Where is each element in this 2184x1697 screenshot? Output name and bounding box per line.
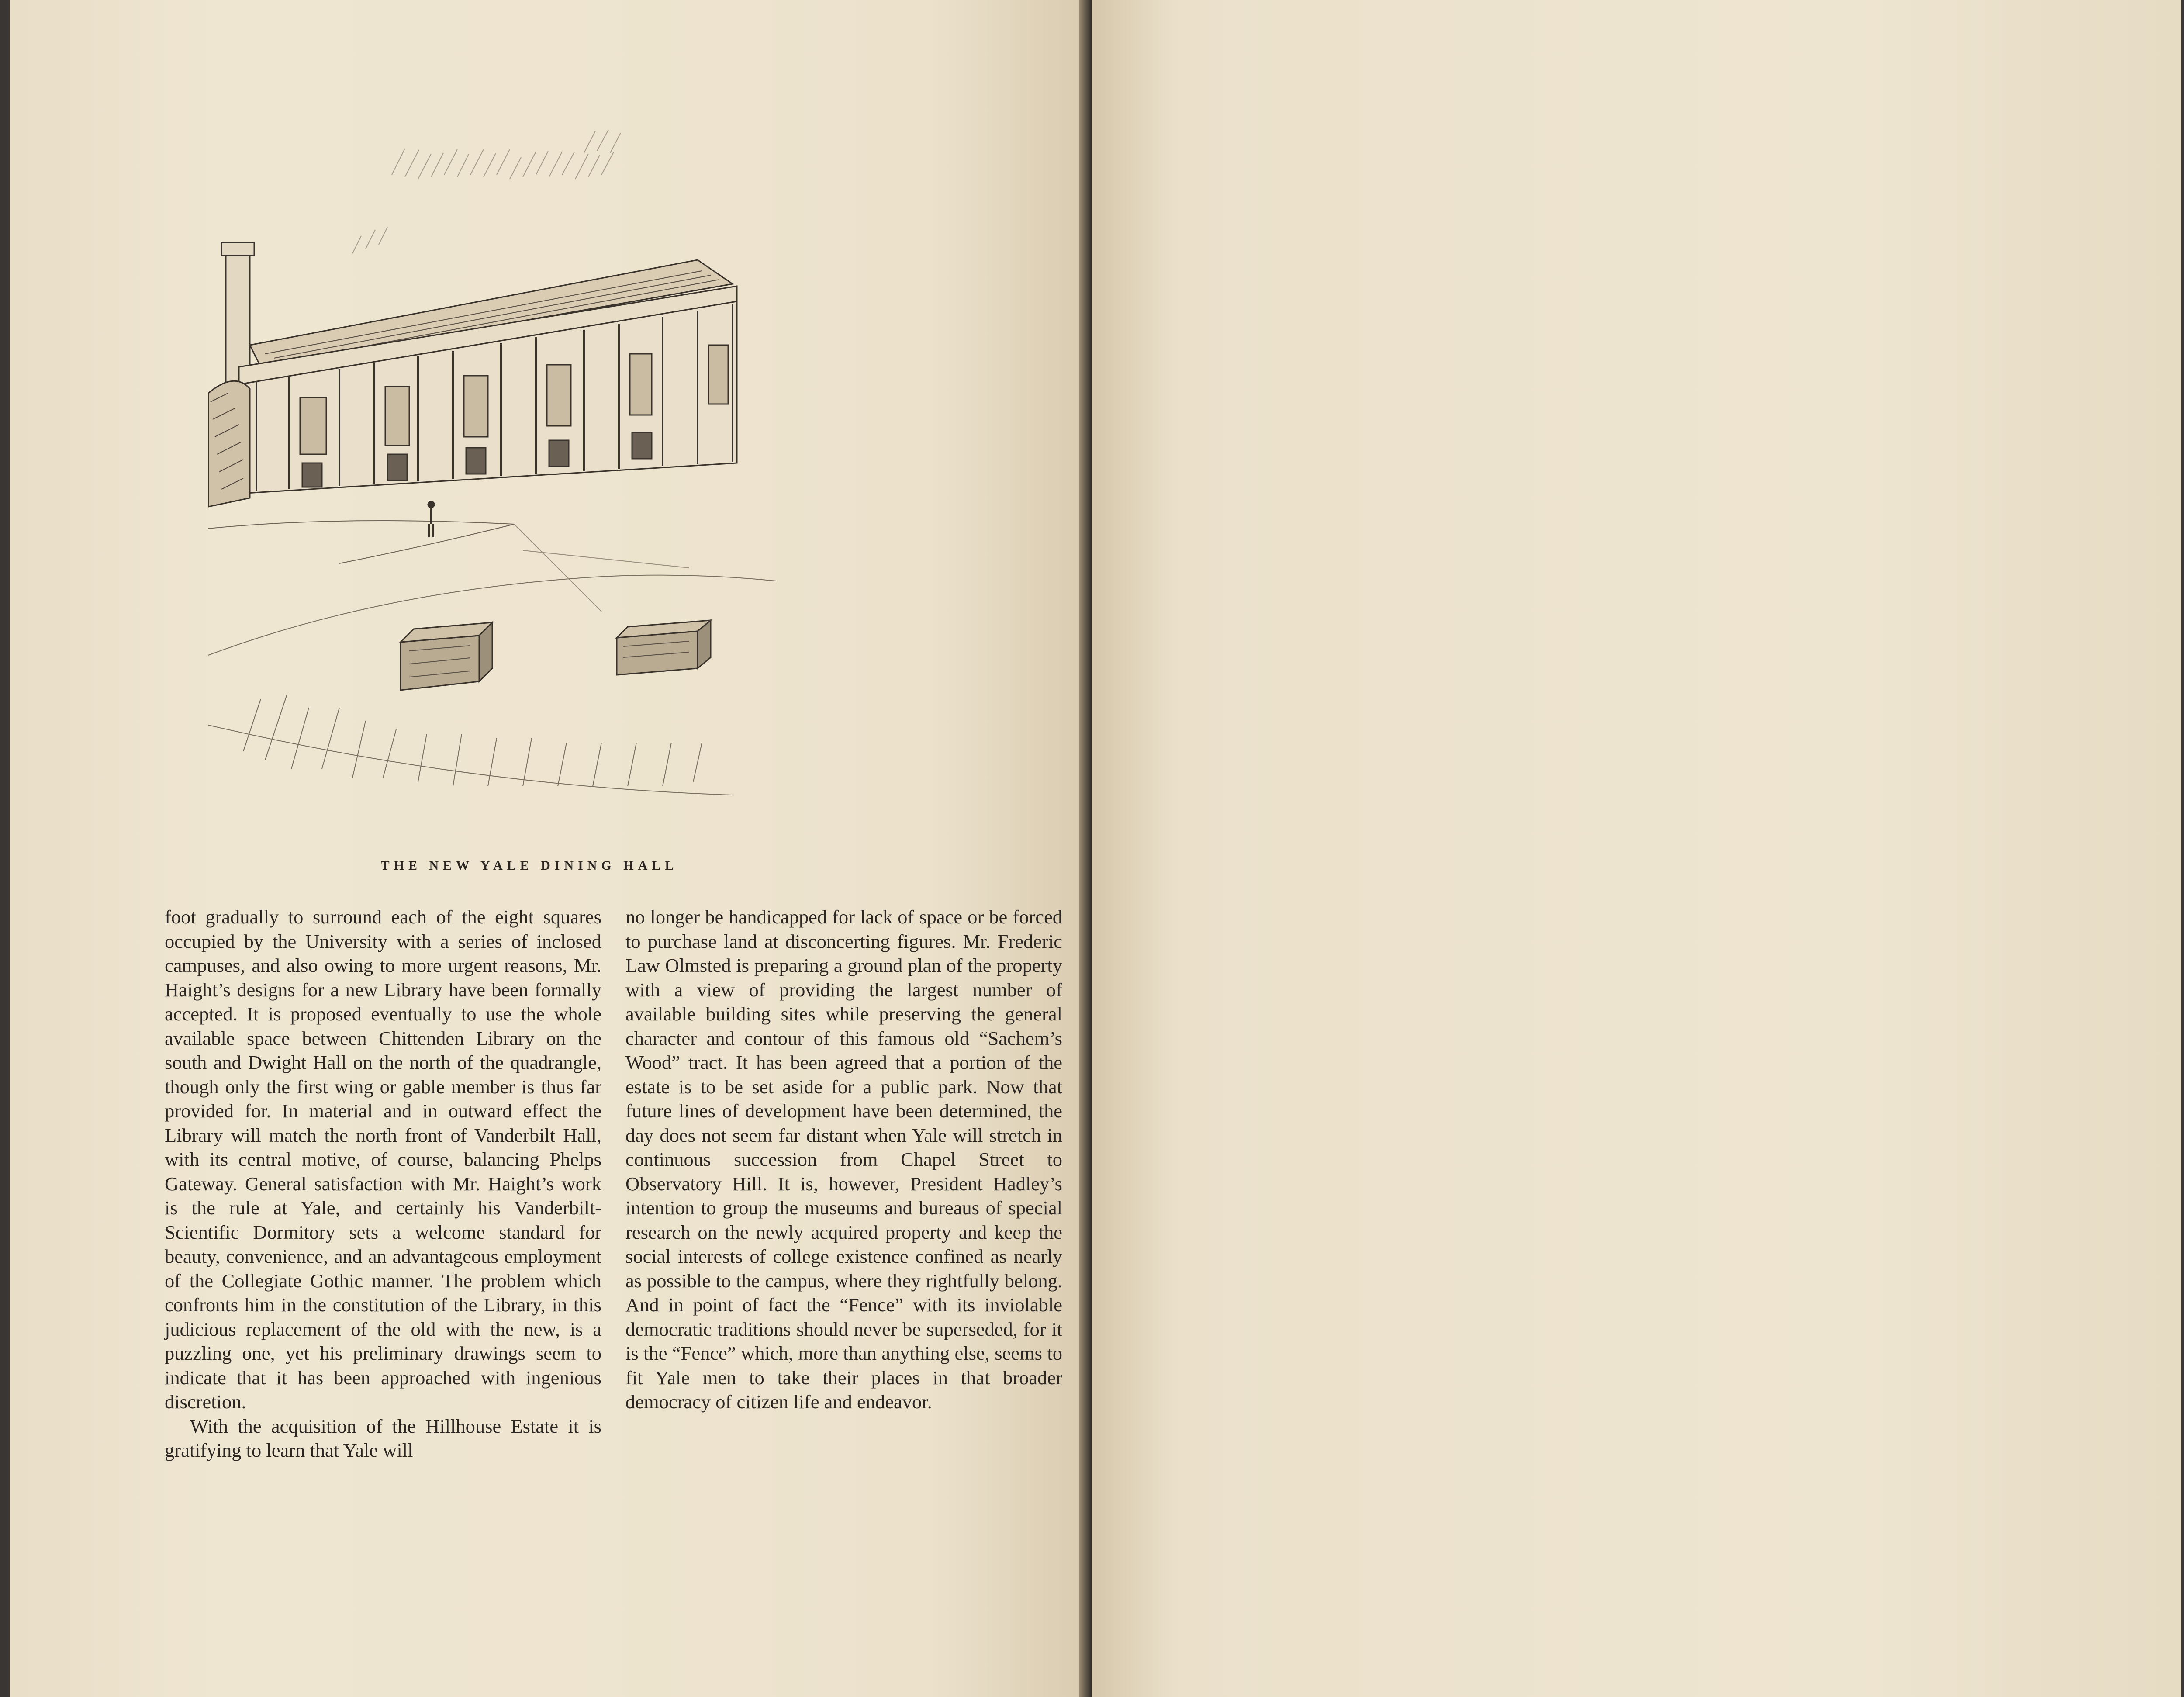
- paragraph: With the acquisition of the Hillhouse Estate it is gratifying to learn that Yale will: [165, 1415, 601, 1461]
- left-page: [10, 0, 1089, 1697]
- paragraph: foot gradually to surround each of the eight squares occupied by the University with a series of inclosed campuses, and also owing to more urgent reasons, Mr. Haight’s designs for a new Library have been formally accepted. It is proposed eventually to use the whole available space between Chittenden Library on the south and Dwight Hall on the north of the quadrangle, though only the first wing or gable member is thus far provided for. In material and in outward effect the Library will match the north front of Vanderbilt Hall, with its central motive, of course, balancing Phelps Gateway. General satisfaction with Mr. Haight’s work is the rule at Yale, and certainly his Vanderbilt-Scientific Dormitory sets a welcome standard for beauty, convenience, and an advantageous employment of the Collegiate Gothic manner. The problem which confronts him in the constitution of the Library, in this judicious replacement of the old with the new, is a puzzling one, yet his preliminary drawings seem to indicate that it has been approached with ingenious discretion.: [165, 906, 601, 1413]
- dining-hall-illustration: [208, 87, 798, 869]
- illustration-caption: THE NEW YALE DINING HALL: [380, 858, 678, 873]
- paragraph: no longer be handicapped for lack of space or be forced to purchase land at disconcerting figures. Mr. Frederic Law Olmsted is preparing a ground plan of the property with a view of providing the largest number of available building sites while preserving the general character and contour of this famous old “Sachem’s Wood” tract. It has been agreed that a portion of the estate is to be set aside for a public park. Now that future lines of development have been determined, the day does not seem far distant when Yale will stretch in continuous succession from Chapel Street to Observatory Hill. It is, however, President Hadley’s intention to group the museums and bureaus of special research on the newly acquired property and keep the social interests of college existence confined as nearly as possible to the campus, where they rightfully belong. And in point of fact the “Fence” with its inviolable democratic traditions should never be superseded, for it is the “Fence” which, more than anything else, seems to fit Yale men to take their places in that broader democracy of citizen life and endeavor.: [625, 906, 1062, 1413]
- left-column-1: [165, 905, 601, 1463]
- left-column-2: [625, 905, 1062, 1414]
- right-page: [1092, 0, 2181, 1697]
